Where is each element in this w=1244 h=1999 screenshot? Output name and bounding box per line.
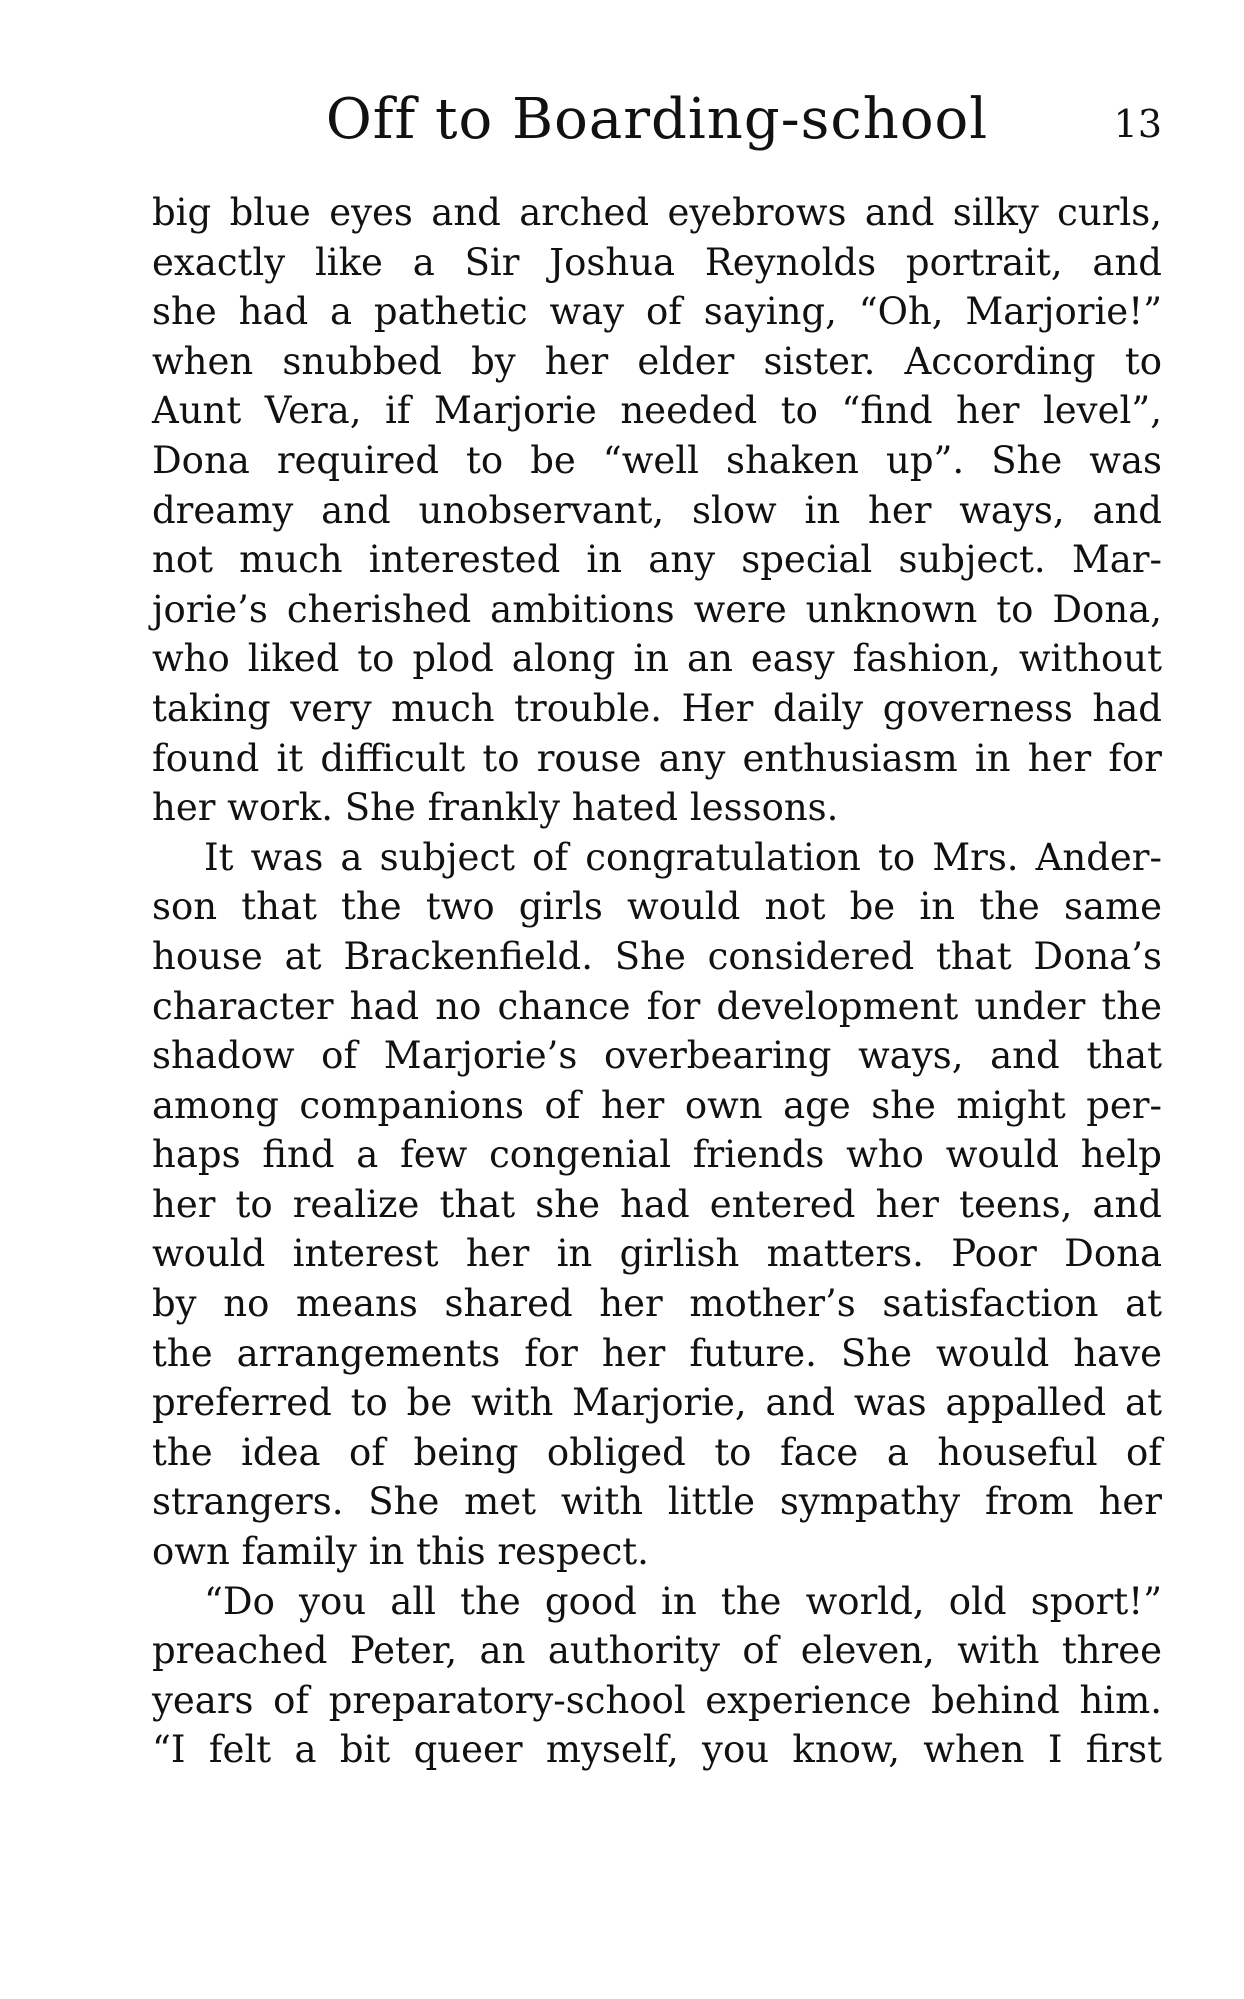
text-line: preached Peter, an authority of eleven, with three xyxy=(152,1629,1162,1673)
text-line: the idea of being obliged to face a houseful of xyxy=(152,1430,1162,1474)
text-line: son that the two girls would not be in the same xyxy=(152,885,1162,929)
text-line: Aunt Vera, if Marjorie needed to “find her level”, xyxy=(152,389,1162,433)
text-line: haps find a few congenial friends who would help xyxy=(152,1133,1162,1177)
text-line: not much interested in any special subject. Mar- xyxy=(152,538,1162,582)
text-line: own family in this respect. xyxy=(152,1530,649,1574)
text-line: character had no chance for development under the xyxy=(152,984,1162,1028)
text-line: strangers. She met with little sympathy from her xyxy=(152,1480,1162,1524)
text-line: preferred to be with Marjorie, and was appalled at xyxy=(152,1381,1162,1425)
text-line: dreamy and unobservant, slow in her ways, and xyxy=(152,488,1162,532)
text-line: exactly like a Sir Joshua Reynolds portrait, and xyxy=(152,240,1162,284)
text-line: house at Brackenfield. She considered that Dona’s xyxy=(152,934,1162,978)
text-line: by no means shared her mother’s satisfaction at xyxy=(152,1282,1162,1326)
paragraph-start-line: It was a subject of congratulation to Mrs. Ander- xyxy=(204,835,1162,879)
paragraph-start-line: “Do you all the good in the world, old sport!” xyxy=(204,1579,1162,1623)
text-line: when snubbed by her elder sister. According to xyxy=(152,339,1162,383)
text-line: she had a pathetic way of saying, “Oh, Marjorie!” xyxy=(152,290,1162,334)
text-line: big blue eyes and arched eyebrows and silky curls, xyxy=(152,191,1162,234)
body-text xyxy=(152,188,1162,1775)
text-line: found it difficult to rouse any enthusiasm in her for xyxy=(152,736,1162,780)
text-line: taking very much trouble. Her daily governess had xyxy=(152,686,1162,730)
running-head xyxy=(152,80,1162,160)
text-line: “I felt a bit queer myself, you know, when I first xyxy=(152,1728,1162,1772)
text-line: the arrangements for her future. She would have xyxy=(152,1331,1162,1375)
text-line: jorie’s cherished ambitions were unknown to Dona, xyxy=(152,587,1162,631)
text-line: who liked to plod along in an easy fashion, without xyxy=(152,637,1162,681)
page-number: 13 xyxy=(1113,102,1162,146)
text-line: would interest her in girlish matters. Poor Dona xyxy=(152,1232,1162,1276)
text-line: Dona required to be “well shaken up”. She was xyxy=(152,438,1162,482)
text-line: among companions of her own age she might per- xyxy=(152,1083,1162,1127)
running-title: Off to Boarding-school xyxy=(325,87,989,152)
text-line: shadow of Marjorie’s overbearing ways, and that xyxy=(152,1034,1162,1078)
text-line: years of preparatory-school experience behind him. xyxy=(152,1678,1162,1722)
text-line: her work. She frankly hated lessons. xyxy=(152,786,839,830)
text-line: her to realize that she had entered her teens, and xyxy=(152,1182,1162,1226)
